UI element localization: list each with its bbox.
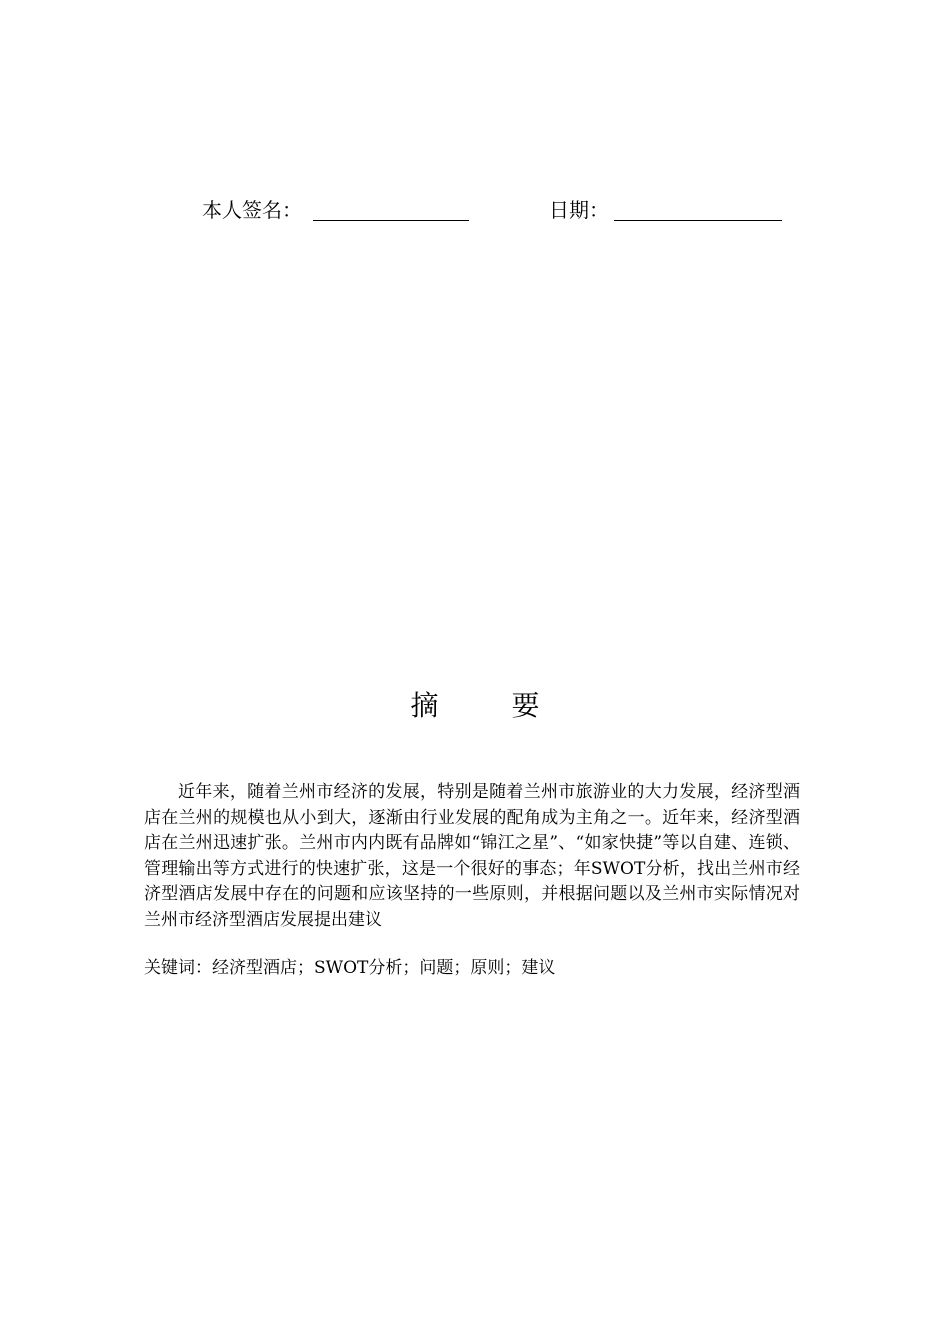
abstract-title: 摘 要 <box>410 689 572 722</box>
signature-label: 本人签名： <box>202 198 302 222</box>
signature-row <box>0 196 950 226</box>
date-label: 日期： <box>549 198 609 222</box>
date-blank-line <box>614 220 782 221</box>
abstract-keywords: 关键词：经济型酒店；SWOT分析；问题；原则；建议 <box>144 958 556 978</box>
abstract-body: 近年来，随着兰州市经济的发展，特别是随着兰州市旅游业的大力发展，经济型酒店在兰州的规模也从小到大，逐渐由行业发展的配角成为主角之一。近年来，经济型酒店在兰州迅速扩张。兰州市内内既有品牌如“锦江之星”、“如家快捷”等以自建、连锁、管理输出等方式进行的快速扩张，这是一个很好的事态；年SWOT分析，找出兰州市经济型酒店发展中存在的问题和应该坚持的一些原则，并根据问题以及兰州市实际情况对兰州市经济型酒店发展提出建议 <box>144 782 800 930</box>
signature-blank-line <box>313 220 469 221</box>
